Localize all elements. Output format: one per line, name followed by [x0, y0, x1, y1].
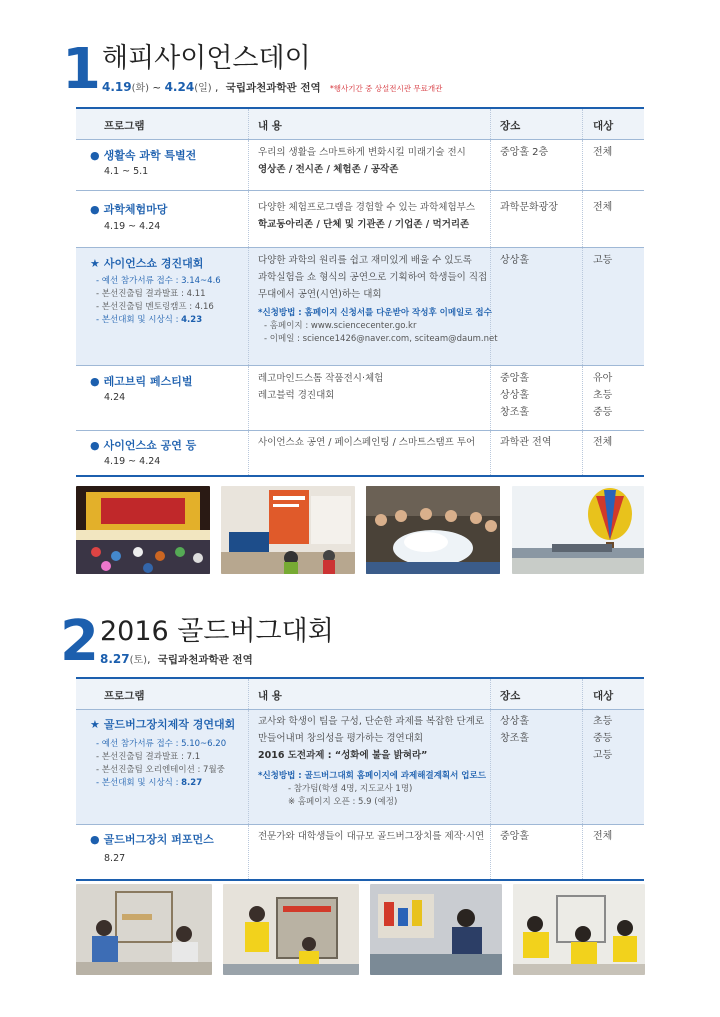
- section-2-number: 2: [60, 609, 99, 674]
- program-target: 유아 초등 중등: [593, 373, 613, 418]
- program-title: ★ 사이언스쇼 경진대회: [90, 257, 204, 270]
- table-row: [76, 140, 644, 191]
- photo-hot-air-balloon: [512, 486, 644, 574]
- header-target: 대상: [593, 690, 614, 702]
- table-row: [76, 366, 644, 431]
- comma: ,: [147, 654, 151, 666]
- header-content: 내 용: [258, 120, 282, 132]
- program-place: 상상홀: [500, 255, 529, 266]
- section-2-subtitle: [100, 653, 253, 666]
- photo-science-show-stage: [76, 486, 210, 574]
- program-title: ● 골드버그장치 퍼포먼스: [90, 833, 214, 846]
- header-program: 프로그램: [104, 120, 145, 132]
- photo-dry-ice-experiment: [366, 486, 500, 574]
- program-place: 과학문화광장: [500, 202, 558, 213]
- header-content: 내 용: [258, 690, 282, 702]
- program-date: 4.24: [104, 392, 126, 403]
- end-date: 4.24: [164, 80, 195, 94]
- schedule-list: - 예선 참가서류 접수 : 3.14~4.6 - 본선진출팀 결과발표 : 4.11 - 본선진출팀 멘토링캠프 : 4.16 - 본선대회 및 시상식 : 4.23: [96, 276, 221, 325]
- program-date: 4.19 ~ 4.24: [104, 221, 161, 232]
- table-row: [76, 825, 644, 881]
- comma: ,: [215, 82, 219, 94]
- schedule-list: - 예선 참가서류 접수 : 5.10~6.20 - 본선진출팀 결과발표 : 7.1 - 본선진출팀 오리엔테이션 : 7월중 - 본선대회 및 시상식 : 8.27: [96, 739, 227, 788]
- program-title: ● 레고브릭 페스티벌: [90, 375, 193, 388]
- program-place: 중앙홀 2층: [500, 147, 549, 158]
- program-content: 전문가와 대학생들이 대규모 골드버그장치를 제작·시연: [258, 831, 485, 842]
- program-target: 전체: [593, 202, 613, 213]
- photo-students-building-device: [76, 884, 212, 975]
- program-title: ● 과학체험마당: [90, 203, 168, 216]
- end-day: (일): [194, 83, 212, 94]
- start-date: 4.19: [102, 80, 132, 94]
- program-title: ● 생활속 과학 특별전: [90, 149, 197, 162]
- application-method: *신청방법 : 골드버그대회 홈페이지에 과제해결계획서 업로드 - 참가팀(학생 4명, 지도교사 1명) ※ 홈페이지 오픈 : 5.9 (예정): [258, 771, 486, 807]
- program-place: 중앙홀: [500, 831, 529, 842]
- photo-chain-reaction-setup: [370, 884, 502, 975]
- table-row: [76, 191, 644, 248]
- event-day: (토): [129, 655, 148, 666]
- table-header: [76, 677, 644, 710]
- section-2-table: [76, 677, 644, 881]
- section-1-table: [76, 107, 644, 477]
- event-date: 8.27: [100, 652, 130, 666]
- program-date: 4.19 ~ 4.24: [104, 456, 161, 467]
- venue: 국립과천과학관 전역: [225, 82, 321, 94]
- program-content: 교사와 학생이 팀을 구성, 단순한 과제를 복잡한 단계로 만들어내며 창의성을 평가하는 경연대회 2016 도전과제 : “성화에 불을 밝혀라”: [258, 716, 485, 761]
- program-target: 전체: [593, 147, 613, 158]
- table-row-highlight: [76, 710, 644, 825]
- program-target: 초등 중등 고등: [593, 716, 613, 761]
- range-separator: ~: [152, 82, 162, 94]
- photo-team-with-device: [223, 884, 359, 975]
- program-target: 전체: [593, 831, 613, 842]
- start-day: (화): [131, 83, 150, 94]
- program-place: 과학관 전역: [500, 437, 552, 448]
- section-1-subtitle: [102, 81, 442, 94]
- venue: 국립과천과학관 전역: [157, 654, 253, 666]
- program-content: 다양한 과학의 원리를 쉽고 재미있게 배울 수 있도록 과학실험을 쇼 형식의 공연으로 기획하여 학생들이 직접 무대에서 공연(시연)하는 대회: [258, 255, 488, 300]
- table-row-highlight: [76, 248, 644, 366]
- application-method: *신청방법 : 홈페이지 신청서를 다운받아 작성후 이메일로 접수 - 홈페이지 : www.sciencecenter.go.kr - 이메일 : science1426@naver.com, sciteam@daum.net: [258, 308, 498, 344]
- program-place: 중앙홀 상상홀 창조홀: [500, 373, 529, 418]
- photo-students-in-yellow: [513, 884, 645, 975]
- program-title: ★ 골드버그장치제작 경연대회: [90, 718, 236, 731]
- table-header: [76, 107, 644, 140]
- header-place: 장소: [500, 120, 521, 132]
- program-target: 전체: [593, 437, 613, 448]
- program-title: ● 사이언스쇼 공연 등: [90, 439, 197, 452]
- section-2-title: 2016 골드버그대회: [100, 616, 334, 647]
- program-date: 4.1 ~ 5.1: [104, 166, 149, 177]
- program-date: 8.27: [104, 853, 126, 864]
- program-content: 사이언스쇼 공연 / 페이스페인팅 / 스마트스탬프 투어: [258, 437, 476, 448]
- program-target: 고등: [593, 255, 613, 266]
- header-place: 장소: [500, 690, 521, 702]
- program-content: 우리의 생활을 스마트하게 변화시킬 미래기술 전시 영상존 / 전시존 / 체험존 / 공작존: [258, 147, 466, 175]
- free-admission-note: *행사기간 중 상설전시관 무료개관: [329, 84, 443, 93]
- table-row: [76, 431, 644, 477]
- photo-exhibition-booth: [221, 486, 355, 574]
- header-target: 대상: [593, 120, 614, 132]
- program-content: 레고마인드스톰 작품전시·체험 레고블럭 경진대회: [258, 373, 384, 401]
- section-1-number: 1: [62, 37, 101, 102]
- program-content: 다양한 체험프로그램을 경험할 수 있는 과학체험부스 학교동아리존 / 단체 및 기관존 / 기업존 / 먹거리존: [258, 202, 475, 230]
- header-program: 프로그램: [104, 690, 145, 702]
- program-place: 상상홀 창조홀: [500, 716, 529, 744]
- section-1-title: 해피사이언스데이: [102, 43, 311, 74]
